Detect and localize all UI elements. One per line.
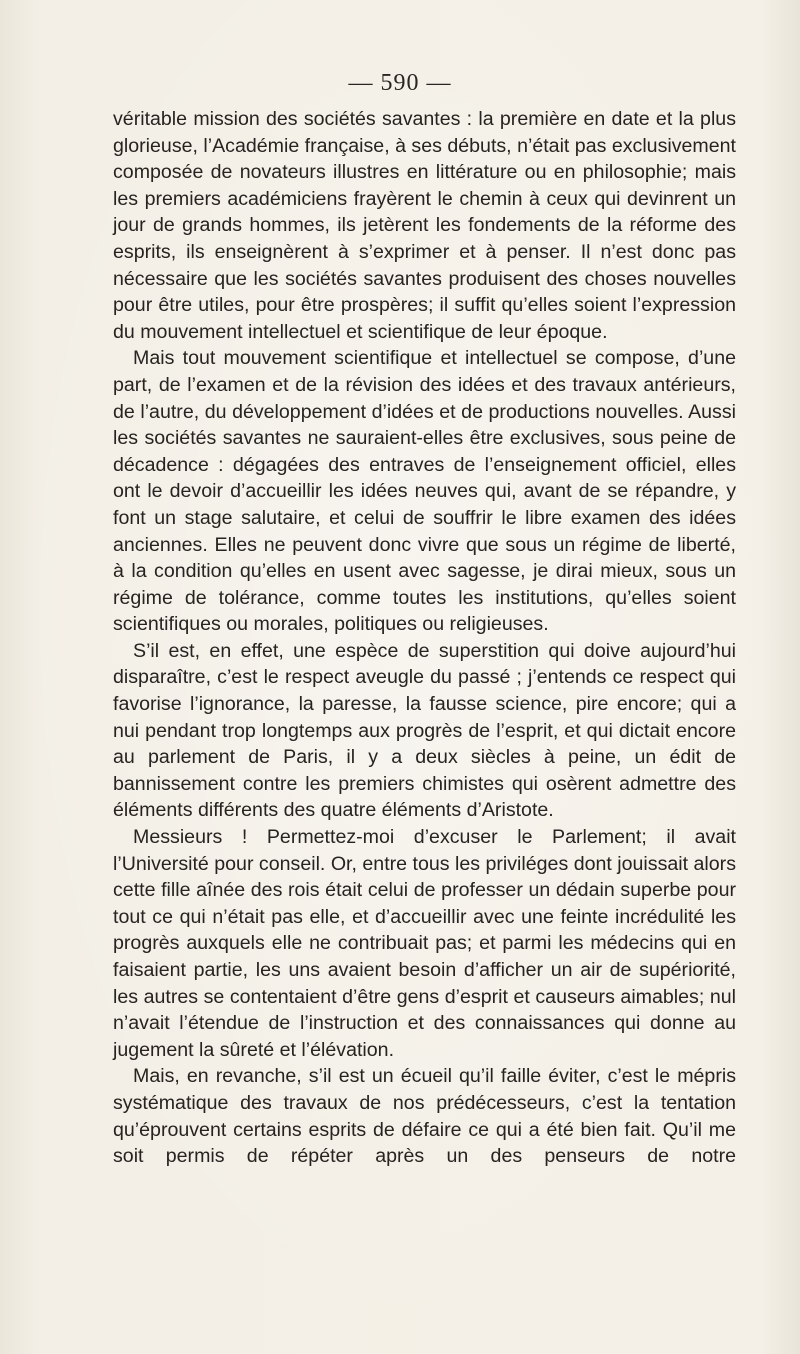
page-number: — 590 —: [348, 70, 452, 96]
paragraph-3: S’il est, en effet, une espèce de superstition qui doive aujourd’hui disparaître, c’est le respect aveugle du passé ; j’entends ce respect qui favorise l’ignorance, la paresse, la fausse science, pire encore; qui a nui pendant trop longtemps aux progrès de l’esprit, et qui dictait encore au parlement de Paris, il y a deux siècles à peine, un édit de bannissement contre les premiers chimistes qui osèrent admettre des éléments différents des quatre éléments d’Aristote.: [113, 639, 736, 822]
page-body: [113, 106, 736, 1170]
paragraph-1: véritable mission des sociétés savantes : la première en date et la plus glorieuse, l’Académie française, à ses débuts, n’était pas exclusivement composée de novateurs illustres en littérature ou en philosophie; mais les premiers académiciens frayèrent le chemin à ceux qui devinrent un jour de grands hommes, ils jetèrent les fondements de la réforme des esprits, ils enseignèrent à s’exprimer et à penser. Il n’est donc pas nécessaire que les sociétés savantes produisent des choses nouvelles pour être utiles, pour être prospères; il suffit qu’elles soient l’expression du mouvement intellectuel et scientifique de leur époque.: [113, 108, 736, 343]
paragraph-5: Mais, en revanche, s’il est un écueil qu’il faille éviter, c’est le mépris systématique des travaux de nos prédécesseurs, c’est la tentation qu’éprouvent certains esprits de défaire ce qui a été bien fait. Qu’il me soit permis de répéter après un des penseurs de notre: [113, 1065, 736, 1168]
paragraph-2: Mais tout mouvement scientifique et intellectuel se compose, d’une part, de l’examen et de la révision des idées et des travaux antérieurs, de l’autre, du développement d’idées et de productions nouvelles. Aussi les sociétés savantes ne sauraient-elles être exclusives, sous peine de décadence : dégagées des entraves de l’enseignement officiel, elles ont le devoir d’accueillir les idées neuves qui, avant de se répandre, y font un stage salutaire, et celui de souffrir le libre examen des idées anciennes. Elles ne peuvent donc vivre que sous un régime de liberté, à la condition qu’elles en usent avec sagesse, je dirai mieux, sous un régime de tolérance, comme toutes les institutions, qu’elles soient scientifiques ou morales, politiques ou religieuses.: [113, 347, 736, 636]
paragraph-4: Messieurs ! Permettez-moi d’excuser le Parlement; il avait l’Université pour conseil. Or, entre tous les priviléges dont jouissait alors cette fille aînée des rois était celui de professer un dédain superbe pour tout ce qui n’était pas elle, et d’accueillir avec une feinte incrédulité les progrès auxquels elle ne contribuait pas; et parmi les médecins qui en faisaient partie, les uns avaient besoin d’afficher un air de supériorité, les autres se contentaient d’être gens d’esprit et causeurs aimables; nul n’avait l’étendue de l’instruction et des connaissances qui donne au jugement la sûreté et l’élévation.: [113, 826, 736, 1061]
